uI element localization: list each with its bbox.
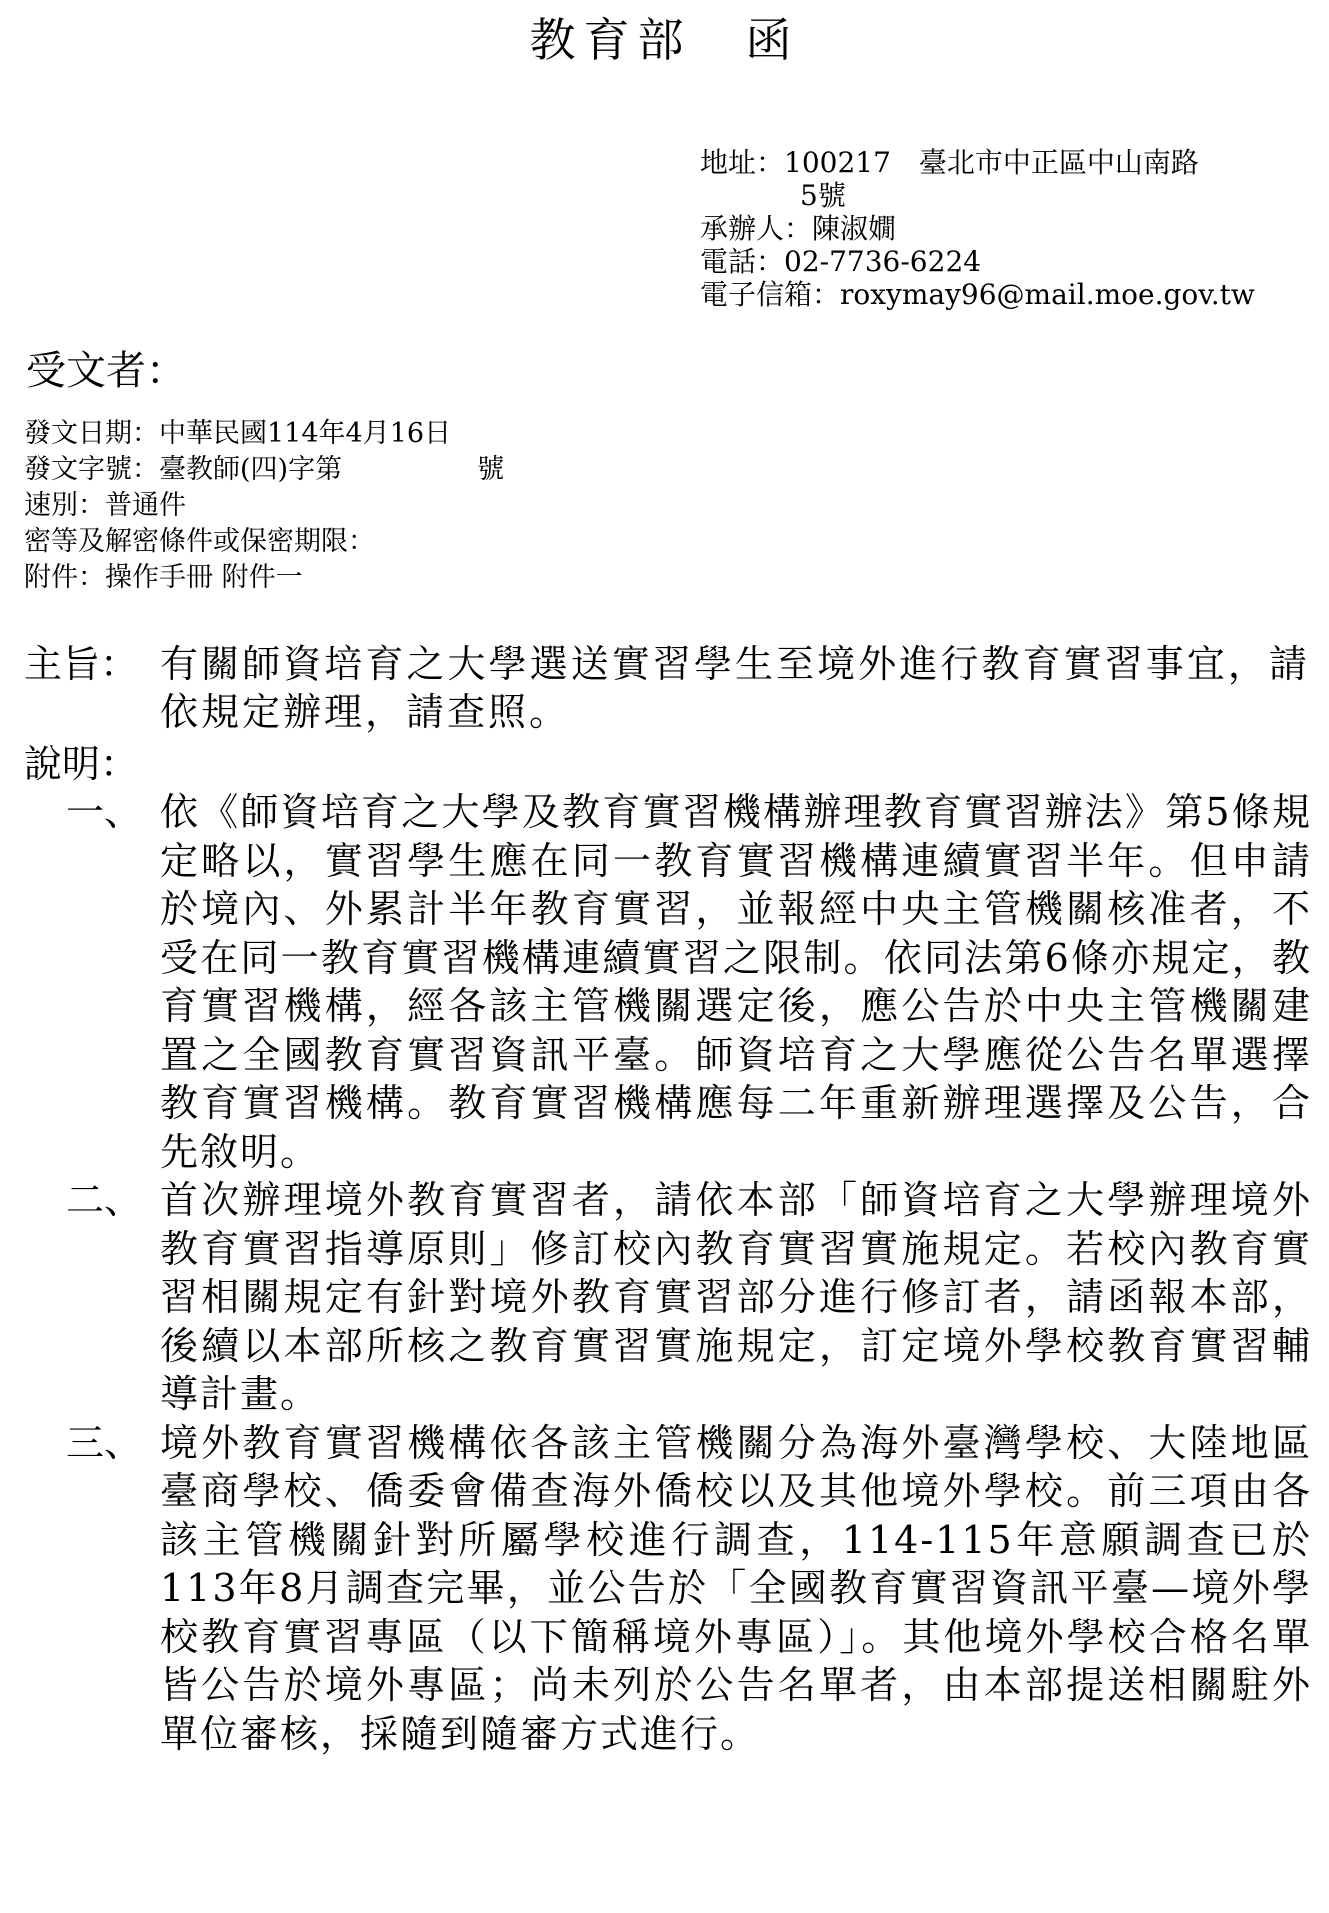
- description-list: [66, 788, 1312, 1758]
- issue-date: 發文日期：中華民國114年4月16日: [24, 418, 452, 449]
- subject-label: 主旨：: [24, 642, 139, 686]
- phone-line: 電話：02-7736-6224: [700, 245, 982, 278]
- officer-line: 承辦人：陳淑嫺: [700, 212, 897, 245]
- item-number: 三、: [66, 1420, 143, 1465]
- attachments: 附件：操作手冊 附件一: [24, 562, 303, 593]
- subject-text: 有關師資培育之大學選送實習學生至境外進行教育實習事宜，請依規定辦理，請查照。: [160, 642, 1310, 734]
- secrecy-level: 密等及解密條件或保密期限：: [24, 526, 375, 557]
- recipient-label: 受文者：: [26, 348, 186, 394]
- item-number: 一、: [66, 790, 143, 834]
- description-item: [66, 1176, 1312, 1419]
- description-item: [66, 1419, 1312, 1759]
- item-text: 依《師資培育之大學及教育實習機構辦理教育實習辦法》第5條規定略以，實習學生應在同一教育實習機構連續實習半年。但申請於境內、外累計半年教育實習，並報經中央主管機關核准者，不受在同一教育實習機構連續實習之限制。依同法第6條亦規定，教育實習機構，經各該主管機關選定後，應公告於中央主管機關建置之全國教育實習資訊平臺。師資培育之大學應從公告名單選擇教育實習機構。教育實習機構應每二年重新辦理選擇及公告，合先敘明。: [160, 790, 1312, 1174]
- item-text: 首次辦理境外教育實習者，請依本部「師資培育之大學辦理境外教育實習指導原則」修訂校內教育實習實施規定。若校內教育實習相關規定有針對境外教育實習部分進行修訂者，請函報本部，後續以本部所核之教育實習實施規定，訂定境外學校教育實習輔導計畫。: [160, 1178, 1312, 1416]
- description-label: 說明：: [24, 742, 139, 786]
- description-item: [66, 788, 1312, 1176]
- address-line-continued: 5號: [800, 179, 846, 212]
- document-number: 發文字號：臺教師(四)字第 號: [24, 454, 505, 485]
- item-text: 境外教育實習機構依各該主管機關分為海外臺灣學校、大陸地區臺商學校、僑委會備查海外僑校以及其他境外學校。前三項由各該主管機關針對所屬學校進行調查，114-115年意願調查已於113年8月調查完畢，並公告於「全國教育實習資訊平臺—境外學校教育實習專區（以下簡稱境外專區）」。其他境外學校合格名單皆公告於境外專區；尚未列於公告名單者，由本部提送相關駐外單位審核，採隨到隨審方式進行。: [160, 1420, 1312, 1756]
- subject-section: [24, 640, 1310, 736]
- metadata-block: [24, 416, 504, 596]
- delivery-speed: 速別：普通件: [24, 490, 186, 521]
- item-number: 二、: [66, 1178, 143, 1222]
- contact-block: [700, 146, 1300, 311]
- email-line: 電子信箱：roxymay96@mail.moe.gov.tw: [700, 278, 1255, 311]
- document-title: 教育部 函: [529, 13, 800, 67]
- address-line: 地址：100217 臺北市中正區中山南路: [700, 146, 1199, 179]
